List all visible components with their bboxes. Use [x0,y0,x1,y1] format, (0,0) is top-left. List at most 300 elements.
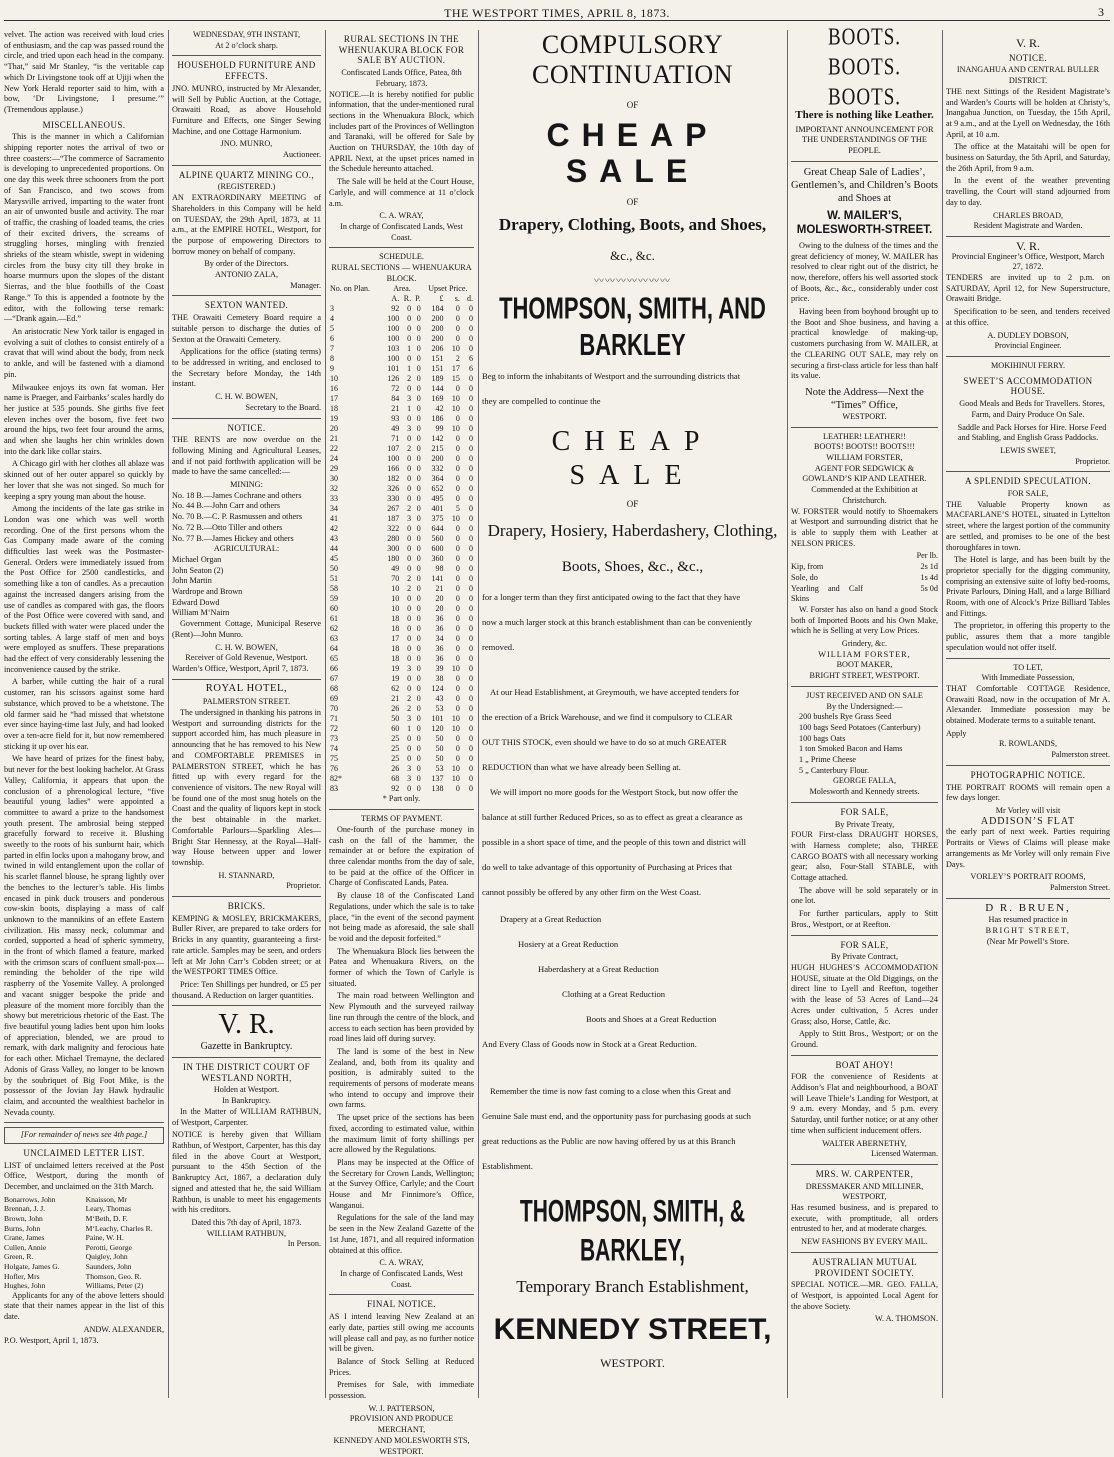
final-town: WESTPORT. [379,1446,424,1456]
schedule-area-cell: 25 [391,744,400,754]
alpine-body: AN EXTRAORDINARY MEETING of Shareholders in this Company will be held on TUESDAY, the 29th April, 1873, at 11 a.m., at the EMPIRE HOTEL, Westport, for the purpose of empowering Directors to borrow money on behalf of company. [172,193,321,256]
munro-body: JNO. MUNRO, instructed by Mr Alexander, will Sell by Public Auction, at the Cottage, Orawaiti Road, as above Household Furniture and Effects, one Singer Sewing Machine, and one Cottage Harmonium. [172,83,321,136]
court-role: In Person. [287,1239,321,1249]
ad-text: REDUCTION than what we have already been Selling at. [482,762,681,772]
schedule-area-cell: 0 [407,744,412,754]
schedule-price-cell: 0 [455,594,460,604]
schedule-area-cell: 0 [416,764,421,774]
terms-paragraph: By clause 18 of the Confiscated Land Regulations, under which the sale is to take place, “in the event of the second payment not being made as aforesaid, the sale shall be void and the deposit forfeited.” [329,891,474,943]
mining-item: No. 72 B.—Otto Tiller and others [172,522,283,532]
schedule-price-cell: 0 [469,784,473,794]
schedule-plan-number: 69 [330,694,338,704]
great-cheap-sale: Great Cheap Sale of Ladies’, Gentlemen’s, and Children’s Boots and Shoes at [791,166,938,204]
schedule-area-cell: 166 [387,464,400,474]
divider [329,247,474,248]
agri-item: Edward Dowd [172,597,220,607]
schedule-price-cell: 0 [469,584,473,594]
rural-body: NOTICE.—It is hereby notified for public information, that the under-mentioned rural sections in the Whenuakura Block, which includes part of the Provinces of Wellington and Taranaki, will be offered for Sale by Auction on THURSDAY, the 10th day of APRIL Next, at the upset prices named in the Schedule hereunto attached. [329,89,474,174]
column-rule [787,30,788,1398]
schedule-price-cell: 0 [455,454,460,464]
letter-name: Brown, John [4,1214,43,1224]
schedule-row [329,394,474,404]
photo-body: THE PORTRAIT ROOMS will remain open a few days longer. [946,782,1110,803]
terms-paragraph: One-fourth of the purchase money in cash on the fall of the hammer, the remainder at or before the expiration of three calendar months from the day of sale, to be paid at the office of the Officer in Charge of Confiscated Lands, Patea. [329,824,474,888]
schedule-area-cell: 0 [416,574,421,584]
ad-text: OUT THIS STOCK, even should we have to do so at much GREATER [482,737,727,747]
munro-heading: HOUSEHOLD FURNITURE AND EFFECTS. [177,60,316,82]
ad-goods-2: Drapery, Hosiery, Haberdashery, Clothing, [487,521,778,540]
schedule-price-cell: 0 [469,684,473,694]
schedule-price-cell: 0 [469,444,473,454]
schedule-area-cell: 3 [407,714,412,724]
schedule-body [329,304,474,794]
vr-crest [172,1010,321,1040]
divider [172,896,321,897]
schedule-price-cell: 10 [451,394,460,404]
schedule-area-cell: 0 [416,424,421,434]
divider [172,55,321,56]
schedule-price-cell: 200 [431,314,444,324]
schedule-plan-number: 70 [330,704,338,714]
schedule-price-cell: 0 [455,634,460,644]
mailer-town: WESTPORT. [842,411,887,421]
notice-heading: NOTICE. [1008,52,1048,63]
price-item: Sole, do [791,572,818,582]
ad-of: OF [626,197,639,207]
schedule-plan-number: 20 [330,424,338,434]
terms-heading: TERMS OF PAYMENT. [360,814,443,824]
ad-temporary: Temporary Branch Establishment, [516,1277,749,1296]
schedule-price-cell: 0 [469,714,473,724]
schedule-price-cell: 169 [431,394,444,404]
schedule-price-cell: 144 [431,384,444,394]
final-heading: FINAL NOTICE. [367,1299,436,1310]
bricks-body: KEMPING & MOSLEY, BRICKMAKERS, Buller River, are prepared to take orders for Bricks in any quantity, guaranteeing a first-rate article. Samples may be seen, and orders left at Mr John Carr’s Cobden street; or at the WESTPORT TIMES Office. [172,913,321,977]
schedule-price-cell: 0 [469,544,473,554]
ad-etc: &c., &c. [610,248,655,263]
rowlands-signature: R. ROWLANDS, [999,739,1057,749]
royal-signature: H. STANNARD, [218,870,275,880]
letter-name: Paine, W. H. [85,1233,124,1243]
terms-paragraph: The Whenuakura Block lies between the Patea and Whenuakura Rivers, on the former of which the Town of Carlyle is situated. [329,946,474,988]
munro-time: At 2 o’clock sharp. [215,40,278,50]
schedule-price-cell: 0 [455,524,460,534]
divider [791,802,938,803]
leather-heading: LEATHER! LEATHER!! [823,431,906,441]
schedule-area-cell: 0 [407,334,412,344]
broad-signature: CHARLES BROAD, [992,210,1064,220]
column-6 [946,30,1110,1398]
schedule-area-cell: 0 [407,614,412,624]
divider [946,658,1110,659]
schedule-area-cell: 0 [407,644,412,654]
schedule-price-cell: 0 [469,764,473,774]
letters-row [4,1233,164,1243]
schedule-price-cell: 36 [435,614,444,624]
schedule-area-cell: 100 [387,324,400,334]
schedule-area-cell: 187 [387,514,400,524]
boat-role: Licensed Waterman. [871,1149,938,1159]
mailer-note: Note the Address—Next the “Times” Office, [805,386,924,411]
schedule-price-cell: 0 [455,324,460,334]
stanley-paragraph: velvet. The action was received with loud cries of enthusiasm, and the cap was passed round the circle, and tried upon each head in the company. “That,” said Mr Stanley, “is the veritable cap which Dr Livingstone took off at Ujiji when the New York Herald reporter said to him, with a bow, ‘Dr Livingstone, I presume.’” (Tremendous applause.) [4,30,164,114]
schedule-price-cell: 101 [431,714,444,724]
schedule-area-cell: 0 [407,314,412,324]
bruen-heading: D R. BRUEN, [985,901,1071,914]
schedule-area-cell: 0 [407,484,412,494]
sweet-body: Saddle and Pack Horses for Hire. Horse Feed and Stabling, and English Grass Paddocks. [957,422,1107,443]
schedule-area-cell: 10 [391,604,400,614]
rowlands-address: Palmerston street. [1051,750,1110,760]
schedule-area-cell: 72 [391,384,400,394]
schedule-price-cell: 0 [469,414,473,424]
rural-heading: RURAL SECTIONS IN THE WHENUAKURA BLOCK FOR SALE BY AUCTION. [338,34,465,66]
macfarlane-body: The Hotel is large, and has been built by the proprietor specially for the digging community, comprising an extensive suite of lofty bed-rooms, Private Parlours, Dining Hall, and a large Billiard Room, with one of Alcock’s Prize Billiard Tables and Fittings. [946,555,1110,618]
schedule-row [329,544,474,554]
divider [946,898,1110,899]
amp-heading: AUSTRALIAN MUTUAL PROVIDENT SOCIETY. [811,1256,918,1278]
schedule-price-cell: 0 [469,774,473,784]
ad-text: cannot possibly be offered by any other firm on the West Coast. [482,887,702,897]
schedule-plan-number: 4 [330,314,334,324]
schedule-plan-number: 32 [330,484,338,494]
schedule-area-cell: 0 [416,384,421,394]
schedule-price-cell: 0 [455,434,460,444]
schedule-area-cell: 26 [391,764,400,774]
forster-agent: AGENT FOR SEDGWICK & GOWLAND’S KIP AND LEATHER. [802,463,927,484]
column-4-advertisement [482,30,783,1398]
cottage-body: THAT Comfortable COTTAGE Residence, Orawaiti Road, now in the occupation of Mr A. Alexander. Immediate possession may be obtained. Moderate terms to a suitable tenant. [946,683,1110,726]
schedule-area-cell: 0 [407,604,412,614]
letter-name: Knaisson, Mr [85,1194,127,1204]
schedule-price-cell: 560 [431,534,444,544]
schedule-plan-number: 6 [330,334,334,344]
schedule-plan-number: 83 [330,784,338,794]
price-unit: Per lb. [916,551,938,561]
schedule-row [329,784,474,794]
schedule-area-cell: 49 [391,564,400,574]
schedule-price-cell: 0 [455,574,460,584]
court-signature: WILLIAM RATHBUN, [206,1228,287,1238]
letter-name: Thomson, Geo. R. [85,1271,142,1281]
vr-crest: V. R. [1015,36,1041,50]
govt-role: Receiver of Gold Revenue, Westport. [185,653,308,663]
schedule-area-cell: 1 [407,364,412,374]
schedule-row [329,314,474,324]
letters-intro: LIST of unclaimed letters received at the Post Office, Westport, during the month of December, and unclaimed on the 31th March. [4,1160,164,1192]
govt-signature: C. H. W. BOWEN, [215,642,278,652]
ad-goods-3: Boots, Shoes, &c., &c., [561,559,704,575]
schedule-plan-number: 74 [330,744,338,754]
final-body: Premises for Sale, with immediate possession. [329,1380,474,1401]
schedule-price-cell: 0 [469,424,473,434]
letters-signature: ANDW. ALEXANDER, [83,1324,164,1334]
ad-text: Beg to inform the inhabitants of Westport and the surrounding districts that [482,371,741,381]
schedule-plan-number: 34 [330,504,338,514]
ad-text: Establishment. [482,1161,533,1171]
ad-reduction-item: Haberdashery at a Great Reduction [538,964,659,974]
letters-date: P.O. Westport, April 1, 1873. [4,1335,99,1345]
schedule-price-cell: 10 [451,344,460,354]
schedule-price-cell: 364 [431,474,444,484]
schedule-price-cell: 0 [455,704,460,714]
agri-item: John Martin [172,576,212,586]
schedule-price-cell: 0 [455,414,460,424]
schedule-price-cell: 10 [451,404,460,414]
page-number: 3 [1098,5,1104,19]
schedule-area-cell: 0 [407,544,412,554]
letters-row [4,1214,164,1224]
misc-paragraph: We have heard of prizes for the finest baby, but never for the best looking bachelor. At Grass Valley, California, it appears that upon the conclusion of a phrenological lecture, “five beautiful young ladies” were appointed a committee to award a prize to the handsomest youth present. The ambrosial being stepped gracefully forward to receive it. Blushing sweetly to the roots of his sunburnt hair, which parted in elfin locks upon a mahogany brow, and twined in wild entanglement upon the collar of his scarlet flannel blouse, he sprang lightly over the benches to the lecturer’s table. His limbs encased in pink duck trousers and ponderous cow-skin boots, displaying a mass of calf unknown to the mannikins of an effete Eastern civilization. His massy neck, colummar and corded, supported a head of spheric symmetry, in the front of which flamed a feature, marked with the crimson scars of confluent small-pox—reminding the beholder of the ripe wild raspberry of the Yosemite Valley. A prolonged and vacant snigger bespoke the pride and pleasure of the moment more forcibly than the showy but meretricious rhetoric of the East. The five beautiful young ladies bent upon him looks of appreciation, blended, we are proud to remark, with dark malignity and ferocious hate for each other. Michael Tremayne, the declared Adonis of Grass Valley, no longer to be known by the soubriquet of Big Foot Mike, is the possessor of the Jovian Jay Hawk hydraulic claim, and accounted the wealthiest bachelor in Nevada county. [4,754,164,1117]
letter-name: Quigley, John [85,1252,128,1262]
schedule-area-cell: 49 [391,424,400,434]
schedule-area-cell: 0 [416,724,421,734]
schedule-price-cell: 50 [435,744,444,754]
schedule-price-cell: 20 [435,594,444,604]
schedule-plan-number: 65 [330,654,338,664]
ad-text: do well to take advantage of this opportunity of Purchasing at Prices that [482,862,733,872]
schedule-row [329,444,474,454]
schedule-area-cell: 0 [416,744,421,754]
schedule-row [329,594,474,604]
rural-office: Confiscated Lands Office, Patea, 8th February, 1873. [341,68,462,88]
schedule-plan-number: 73 [330,734,338,744]
schedule-area-cell: 0 [416,564,421,574]
tenders-spec: Specification to be seen, and tenders received at this office. [946,307,1110,327]
column-2 [172,30,321,1398]
schedule-price-cell: 0 [469,404,473,414]
ad-westport: WESTPORT. [600,1356,665,1370]
schedule-plan-number: 63 [330,634,338,644]
schedule-area-cell: 330 [387,494,400,504]
schedule-area-cell: 0 [416,354,421,364]
schedule-price-cell: 0 [469,744,473,754]
schedule-plan-number: 76 [330,764,338,774]
misc-paragraph: A barber, while cutting the hair of a rural customer, ran his scissors against some hard substance, which proved to be a whetstone. The old farmer said he “had missed that whetstone ever since haying-time last July, and had looked over a ten-acre field for it, but now remembered sticking it up over his ear. [4,677,164,751]
schedule-area-cell: 25 [391,754,400,764]
boat-signature: WALTER ABERNETHY, [822,1138,907,1148]
schedule-area-cell: 2 [407,584,412,594]
private-treaty: By Private Treaty, [834,819,895,829]
remainder-note: [For remainder of news see 4th page.] [4,1127,164,1144]
schedule-unit: A. [391,294,400,304]
schedule-area-cell: 19 [391,664,400,674]
mining-heading: MINING: [230,480,263,490]
schedule-area-cell: 180 [387,554,400,564]
schedule-price-cell: 0 [455,754,460,764]
divider [172,295,321,296]
schedule-row [329,684,474,694]
schedule-row [329,554,474,564]
schedule-price-cell: 0 [469,494,473,504]
schedule-plan-number: 68 [330,684,338,694]
schedule-price-cell: 0 [469,374,473,384]
schedule-price-cell: 6 [469,354,473,364]
schedule-plan-number: 19 [330,414,338,424]
schedule-area-cell: 2 [407,374,412,384]
schedule-area-cell: 0 [416,464,421,474]
letters-row [4,1262,164,1272]
schedule-price-cell: 0 [455,614,460,624]
divider [791,686,938,687]
schedule-price-cell: 360 [431,554,444,564]
divider [172,418,321,419]
terms-paragraph: Regulations for the sale of the land may be seen in the New Zealand Gazette of the 1st June, 1871, and all required information obtained at this office. [329,1213,474,1255]
schedule-price-cell: 0 [455,494,460,504]
sexton-role: Secretary to the Board. [245,402,321,412]
ad-cheap-sale: CHEAP SALE [546,117,719,189]
ad-of: OF [626,499,639,509]
schedule-area-cell: 0 [416,444,421,454]
schedule-plan-number: 44 [330,544,338,554]
schedule-plan-number: 10 [330,374,338,384]
schedule-price-cell: 0 [469,574,473,584]
carpenter-fashions: NEW FASHIONS BY EVERY MAIL. [801,1237,928,1247]
cottage-apply: Apply [946,728,967,738]
schedule-plan-number: 16 [330,384,338,394]
schedule-area-cell: 0 [407,594,412,604]
dobson-role: Provincial Engineer. [994,341,1062,351]
price-value: 5s 0d [920,583,938,593]
schedule-price-cell: 644 [431,524,444,534]
page-title: THE WESTPORT TIMES, APRIL 8, 1873. [444,6,670,20]
schedule-area-cell: 100 [387,354,400,364]
schedule-price-cell: 332 [431,464,444,474]
schedule-area-cell: 0 [416,514,421,524]
schedule-area-cell: 2 [407,444,412,454]
price-row [791,573,938,584]
divider [946,765,1110,766]
schedule-row [329,604,474,614]
schedule-area-cell: 0 [416,554,421,564]
schedule-plan-number: 43 [330,534,338,544]
schedule-area-cell: 322 [387,524,400,534]
schedule-row [329,574,474,584]
column-1 [4,30,164,1398]
schedule-price-cell: 0 [469,324,473,334]
schedule-area-cell: 0 [407,414,412,424]
schedule-plan-number: 51 [330,574,338,584]
schedule-price-cell: 0 [455,484,460,494]
schedule-price-cell: 0 [455,444,460,454]
letters-list [4,1195,164,1291]
alpine-signature: ANTONIO ZALA, [214,270,279,280]
schedule-area-cell: 21 [391,404,400,414]
schedule-area-cell: 126 [387,374,400,384]
forster-address: BRIGHT STREET, WESTPORT. [809,671,920,681]
schedule-area-cell: 0 [407,674,412,684]
letter-name: Leary, Thomas [85,1204,131,1214]
schedule-price-cell: 10 [451,664,460,674]
ad-text: now a much larger stock at this branch establishment than can be conveniently [482,617,752,627]
schedule-row [329,524,474,534]
schedule-col-header: Upset Price. [428,284,468,294]
schedule-area-cell: 0 [416,754,421,764]
amp-signature: W. A. THOMSON. [874,1314,938,1324]
court-date: Dated this 7th day of April, 1873. [191,1217,302,1227]
divider [946,356,1110,357]
ad-text: At our Head Establishment, at Greymouth, we have accepted tenders for [490,687,740,697]
schedule-unit: R. [403,294,412,304]
falla-item: 1 „ Prime Cheese [799,755,857,765]
schedule-area-cell: 0 [416,344,421,354]
munro-role: Auctioneer. [283,150,321,160]
schedule-row [329,434,474,444]
price-value: 2s 1d [920,562,938,572]
schedule-area-cell: 3 [407,514,412,524]
engineer-office: Provincial Engineer’s Office, Westport, March 27, 1872. [951,251,1105,272]
mailer-body: Having been from boyhood brought up to the Boot and Shoe business, and having a practical knowledge of making-up, customers purchasing from W. MAILER, at the CLEARING OUT SALE, may rely on securing a first-class article for less than half its value. [791,307,938,381]
inangahua-body: THE next Sittings of the Resident Magistrate’s and Warden’s Courts will be holden at Christy’s, Inangahua Junction, on Tuesday, the 15th April, at 9 a.m., and at the Lyell on Wednesday, the 16th April, at 10 a.m. [946,86,1110,139]
ad-reduction-item: Drapery at a Great Reduction [500,914,602,924]
schedule-price-cell: 0 [455,554,460,564]
photo-vorley: Mr Vorley will visit [995,806,1061,815]
photo-body: the early part of next week. Parties requiring Portraits or Views of Claims will please make arrangements as Mr Vorley will only remain Five Days. [946,827,1110,869]
column-rule [478,30,479,1398]
schedule-plan-number: 24 [330,454,338,464]
schedule-price-cell: 0 [455,314,460,324]
schedule-row [329,714,474,724]
schedule-row [329,744,474,754]
schedule-price-cell: 10 [451,764,460,774]
notice-body: THE RENTS are now overdue on the following Mining and Agricultural Leases, and if not paid forthwith application will be made to have the same cancelled:— [172,435,321,477]
schedule-area-cell: 2 [407,704,412,714]
schedule-price-cell: 0 [455,674,460,684]
schedule-area-cell: 1 [407,344,412,354]
column-rule [325,30,326,1398]
schedule-row [329,584,474,594]
schedule-area-cell: 107 [387,444,400,454]
mokihinui-heading: MOKIHINUI FERRY. [991,360,1065,370]
schedule-price-cell: 0 [469,694,473,704]
schedule-price-cell: 0 [455,784,460,794]
to-let-sub: With Immediate Possession, [981,673,1075,683]
schedule-area-cell: 0 [407,354,412,364]
schedule-price-cell: 0 [455,584,460,594]
final-body: AS I intend leaving New Zealand at an early date, parties still owing me accounts will please call and pay, as no further notice will be given. [329,1312,474,1354]
schedule-price-cell: 0 [469,434,473,444]
schedule-area-cell: 0 [416,484,421,494]
schedule-area-cell: 100 [387,334,400,344]
schedule-plan-number: 61 [330,614,338,624]
schedule-row [329,364,474,374]
schedule-price-cell: 20 [435,604,444,614]
royal-heading: ROYAL HOTEL, [205,682,288,694]
schedule-price-cell: 0 [455,624,460,634]
court-sub: Holden at Westport. [213,1085,280,1095]
schedule-row [329,704,474,714]
schedule-area-cell: 0 [416,654,421,664]
terms-paragraph: The main road between Wellington and New Plymouth and the surveyed railway line run through the centre of the block, and access to each section has been provided by road lines laid off during survey. [329,991,474,1044]
schedule-plan-number: 17 [330,394,338,404]
schedule-area-cell: 3 [407,664,412,674]
schedule-row [329,424,474,434]
letter-name: Hofler, Mrs [4,1271,40,1281]
schedule-price-cell: 0 [469,664,473,674]
schedule-price-cell: 43 [435,694,444,704]
schedule-area-cell: 0 [416,594,421,604]
dobson-signature: A. DUDLEY DOBSON, [987,330,1069,340]
divider [329,809,474,810]
schedule-price-cell: 5 [455,504,460,514]
forster-signature: WILLIAM FORSTER, [818,649,911,659]
schedule-row [329,774,474,784]
court-body: NOTICE is hereby given that William Rathbun, of Westport, Carpenter, has this day filed in the above Court at Westport, pursuant to the 45th Section of the Bankruptcy Act, 1867, a declaration duly signed and attested that he, the said William Rathbun, is unable to meet his engagements with his creditors. [172,1130,321,1215]
govt-line: Government Cottage, Municipal Reserve (Rent)—John Munro. [172,619,321,639]
letter-name: Burns, John [4,1223,41,1233]
schedule-price-cell: 0 [469,534,473,544]
schedule-area-cell: 0 [416,434,421,444]
